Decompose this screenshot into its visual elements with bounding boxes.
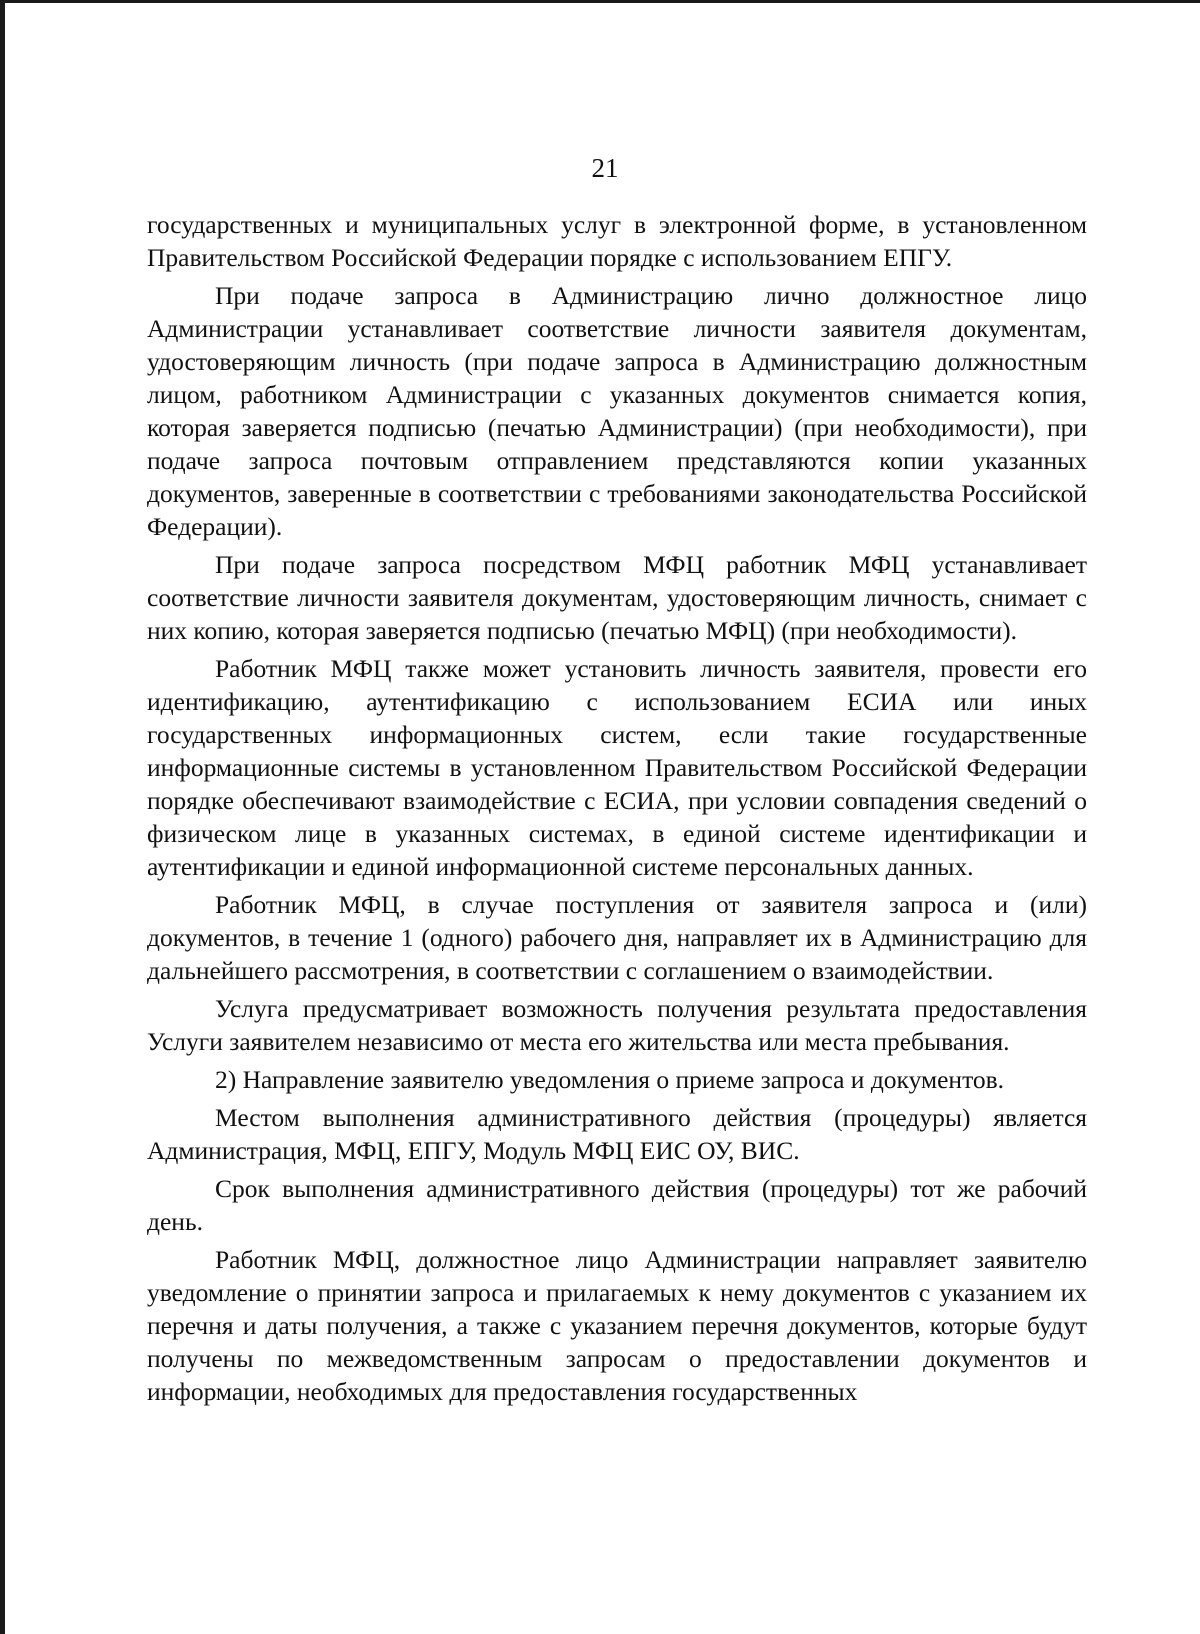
paragraph-administration-identity: При подаче запроса в Администрацию лично должностное лицо Администрации устанавливает соответствие личности заявителя документам, удостоверяющим личность (при подаче запроса в Администрацию должностным лицом, работником Администрации с указанных документов снимается копия, которая заверяется подписью (печатью Администрации) (при необходимости), при подаче запроса почтовым отправлением представляются копии указанных документов, заверенные в соответствии с требованиями законодательства Российской Федерации). [147, 281, 1087, 541]
page-number: 21 [591, 153, 619, 183]
paragraph-place-of-execution: Местом выполнения административного действия (процедуры) является Администрация, МФЦ, ЕПГУ, Модуль МФЦ ЕИС ОУ, ВИС. [147, 1103, 1087, 1165]
paragraph-mfc-identity: При подаче запроса посредством МФЦ работник МФЦ устанавливает соответствие личности заявителя документам, удостоверяющим личность, снимает с них копию, которая заверяется подписью (печатью МФЦ) (при необходимости). [147, 550, 1087, 645]
document-body [147, 208, 1087, 1408]
paragraph-extraterritorial: Услуга предусматривает возможность получения результата предоставления Услуги заявителем независимо от места его жительства или места пребывания. [147, 994, 1087, 1056]
paragraph-execution-term: Срок выполнения административного действия (процедуры) тот же рабочий день. [147, 1174, 1087, 1236]
paragraph-notification-heading: 2) Направление заявителю уведомления о приеме запроса и документов. [215, 1065, 1005, 1094]
paragraph-mfc-forwarding: Работник МФЦ, в случае поступления от заявителя запроса и (или) документов, в течение 1 (одного) рабочего дня, направляет их в Администрацию для дальнейшего рассмотрения, в соответствии с соглашением о взаимодействии. [147, 890, 1087, 985]
paragraph-mfc-esia: Работник МФЦ также может установить личность заявителя, провести его идентификацию, аутентификацию с использованием ЕСИА или иных государственных информационных систем, если такие государственные информационные системы в установленном Правительством Российской Федерации порядке обеспечивают взаимодействие с ЕСИА, при условии совпадения сведений о физическом лице в указанных системах, в единой системе идентификации и аутентификации и единой информационной системе персональных данных. [147, 654, 1087, 881]
paragraph-notification-details: Работник МФЦ, должностное лицо Администрации направляет заявителю уведомление о принятии запроса и прилагаемых к нему документов с указанием их перечня и даты получения, а также с указанием перечня документов, которые будут получены по межведомственным запросам о предоставлении документов и информации, необходимых для предоставления государственных [147, 1245, 1087, 1406]
paragraph-continuation: государственных и муниципальных услуг в электронной форме, в установленном Правительством Российской Федерации порядке с использованием ЕПГУ. [147, 210, 1087, 272]
